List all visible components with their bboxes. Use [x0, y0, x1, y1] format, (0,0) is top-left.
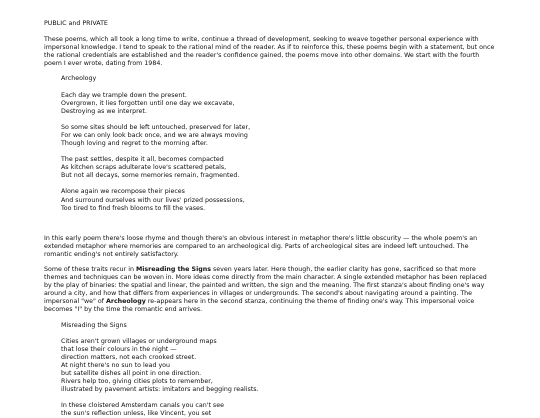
- poem-line: that lose their colours in the night —: [61, 345, 177, 353]
- poem-line: Each day we trample down the present.: [61, 91, 187, 99]
- poem-line: direction matters, not each crooked street.: [61, 353, 197, 361]
- poem-line: As kitchen scraps adulterate love's scattered petals,: [61, 164, 227, 172]
- poem-reference-misreading: Misreading the Signs: [135, 265, 211, 273]
- poem-stanza: [61, 188, 496, 212]
- poem-title: Archeology: [61, 75, 97, 83]
- poem-line: Overgrown, it lies forgotten until one day we excavate,: [61, 99, 235, 107]
- poem-line: but satellite dishes all point in one direction.: [61, 370, 202, 377]
- poem-line: So some sites should be left untouched, preserved for later,: [61, 123, 251, 131]
- poem-stanza: [61, 338, 496, 395]
- text-run: re-appears here in the second stanza, continuing the theme of finding one's way. This impersonal voice becomes "I" by the time the romantic end arrives.: [44, 298, 475, 314]
- poem-line: Destroying as we interpret.: [61, 107, 147, 115]
- text-run: seven years later. Here though, the earlier clarity has gone, sacrificed so that more themes and techniques can be woven in. More ideas come directly from the main character. A single extended metaphor has been replaced by the play of binaries: the spatial and linear, the painted and written, the sign and the meaning. The first stanza's about finding one's way around a city, and how that differs from experiences in villages or undergrounds. The second's about navigating around a painting. The impersonal "we" of: [44, 265, 487, 306]
- poem-line: Cities aren't grown villages or underground maps: [61, 337, 217, 345]
- poem-stanza: [61, 156, 496, 180]
- spacer: [44, 221, 496, 235]
- commentary-paragraph: In this early poem there's loose rhyme and though there's an obvious interest in metaphor there's little obscurity — the whole poem's an extended metaphor where memories are compared to an archeological dig. Parts of archeological sites are indeed left untouched. The romantic ending's not entirely satisfactory.: [44, 234, 478, 258]
- poem-line: Too tired to find fresh blooms to fill the vases.: [61, 204, 206, 212]
- poem-reference-archeology: Archeology: [105, 298, 146, 306]
- poem-line: Alone again we recompose their pieces: [61, 188, 185, 196]
- poem-stanza: [61, 124, 496, 148]
- poem-line: Rivers help too, giving cities plots to remember,: [61, 378, 213, 386]
- poem-title: Misreading the Signs: [61, 321, 127, 329]
- poem-line: At night there's no sun to lead you: [61, 361, 171, 369]
- poem-line: But not all decays, some memories remain, fragmented.: [61, 172, 240, 180]
- text-run: Some of these traits recur in: [44, 265, 136, 273]
- poem-line: the sun's reflection unless, like Vincent, you set: [61, 410, 212, 418]
- intro-paragraph: These poems, which all took a long time to write, continue a thread of development, seeking to weave together personal experience with impersonal knowledge. I tend to speak to the rational mind of the reader. As if to reinforce this, these poems begin with a statement, but once the rational credentials are established and the reader's confidence gained, the poems move into other domains. We start with the fourth poem I ever wrote, dating from 1984.: [44, 36, 495, 68]
- poem-line: Though loving and regret to the morning after.: [61, 140, 208, 148]
- poem-misreading-the-signs: [61, 322, 496, 418]
- poem-line: And surround ourselves with our lives' prized possessions,: [61, 196, 245, 204]
- poem-line: In these cloistered Amsterdam canals you can't see: [61, 402, 224, 410]
- poem-line: For we can only look back once, and we are always moving: [61, 131, 248, 139]
- poem-archeology: [61, 75, 496, 212]
- poem-stanza: [61, 92, 496, 116]
- commentary-paragraph-2: [44, 266, 496, 315]
- poem-line: The past settles, despite it all, becomes compacted: [61, 156, 224, 164]
- poem-line: illustrated by pavement artists: imitators and begging realists.: [61, 386, 259, 394]
- page-title: PUBLIC and PRIVATE: [44, 20, 108, 27]
